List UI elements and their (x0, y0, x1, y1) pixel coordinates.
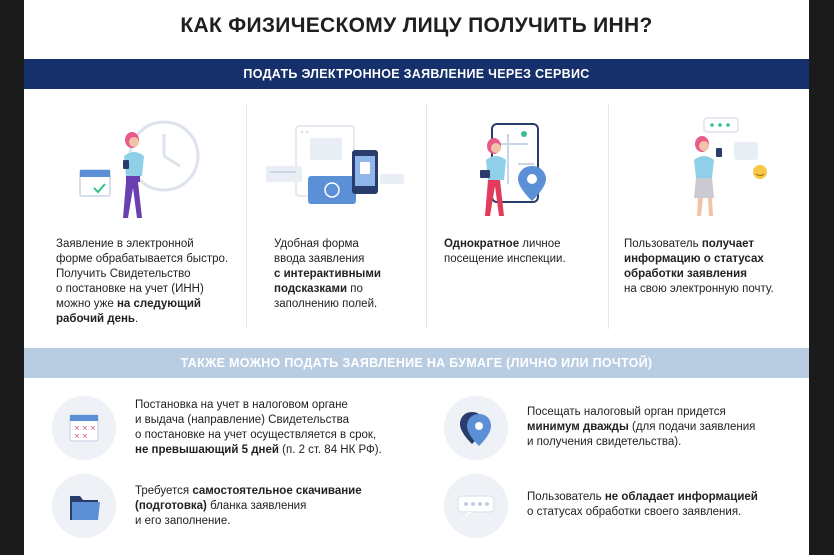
online-benefit-single-visit (428, 104, 606, 329)
paper-note-1: Постановка на учет в налоговом органе и выдача (направление) Свидетельства о постановке на учет осуществляется в срок, не превышающий 5 дней (п. 2 ст. 84 НК РФ). (135, 399, 382, 456)
speech-bubble-icon (444, 474, 508, 538)
svg-text:×: × (74, 432, 80, 440)
column-divider (246, 104, 247, 329)
paper-note-4: Пользователь не обладает информацией о статусах обработки своего заявления. (527, 491, 758, 518)
online-section-banner: ПОДАТЬ ЭЛЕКТРОННОЕ ЗАЯВЛЕНИЕ ЧЕРЕЗ СЕРВИС (24, 59, 809, 89)
online-benefit-text-1: Заявление в электронной форме обрабатывается быстро. Получить Свидетельство о постановке на учет (ИНН) можно уже на следующий рабочий день. (56, 238, 229, 325)
online-benefit-email-status (610, 104, 800, 329)
woman-with-map-pin-illustration (428, 104, 606, 222)
svg-text:×: × (82, 432, 88, 440)
online-benefit-text-2: Удобная форма ввода заявления с интерактивными подсказками по заполнению полей. (274, 238, 381, 310)
svg-text:×: × (82, 424, 88, 432)
online-benefit-text-3: Однократное личное посещение инспекции. (444, 238, 566, 265)
map-pin-icon (444, 396, 508, 460)
online-benefit-interactive-form (248, 104, 424, 329)
browser-forms-phone-illustration (248, 104, 424, 222)
online-benefit-fast-processing (44, 104, 244, 329)
woman-with-phone-clock-calendar-illustration (44, 104, 244, 222)
calendar-icon (52, 396, 116, 460)
column-divider (608, 104, 609, 329)
infographic-page (24, 0, 809, 555)
svg-text:×: × (74, 424, 80, 432)
paper-note-2: Посещать налоговый орган придется минимум дважды (для подачи заявления и получения свидетельства). (527, 406, 756, 448)
paper-section-banner: ТАКЖЕ МОЖНО ПОДАТЬ ЗАЯВЛЕНИЕ НА БУМАГЕ (ЛИЧНО ИЛИ ПОЧТОЙ) (24, 348, 809, 378)
online-benefit-text-4: Пользователь получает информацию о статусах обработки заявления на свою электронную почту. (624, 238, 774, 295)
page-title: КАК ФИЗИЧЕСКОМУ ЛИЦУ ПОЛУЧИТЬ ИНН? (180, 14, 653, 37)
woman-with-messages-illustration (610, 104, 800, 222)
paper-note-3: Требуется самостоятельное скачивание (подготовка) бланка заявления и его заполнение. (135, 485, 362, 527)
svg-text:×: × (90, 424, 96, 432)
column-divider (426, 104, 427, 329)
folder-icon (52, 474, 116, 538)
